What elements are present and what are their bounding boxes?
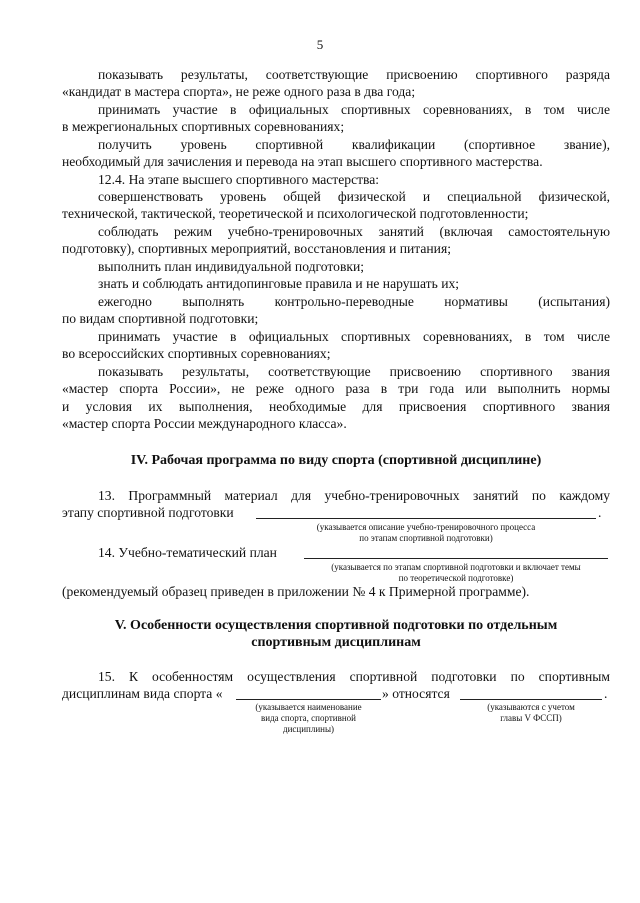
- text-line: показывать результаты, соответствующие присвоению спортивного разряда: [98, 67, 610, 82]
- section-4-heading: IV. Рабочая программа по виду спорта (спортивной дисциплине): [130, 453, 542, 468]
- field-hint-features: (указываются с учетом: [487, 702, 575, 712]
- text-line: технической, тактической, теоретической и психологической подготовленности;: [62, 206, 529, 221]
- text-line: знать и соблюдать антидопинговые правила и не нарушать их;: [98, 276, 460, 291]
- field-hint-14: (указывается по этапам спортивной подготовки и включает темы: [331, 562, 581, 572]
- field-hint-13: (указывается описание учебно-тренировочного процесса: [316, 522, 536, 532]
- text-line: «кандидат в мастера спорта», не реже одного раза в два года;: [62, 84, 416, 99]
- paragraph-13-line: 13. Программный материал для учебно-тренировочных занятий по каждому: [98, 488, 610, 503]
- text-line: соблюдать режим учебно-тренировочных занятий (включая самостоятельную: [98, 224, 610, 239]
- paragraph-15-end: .: [604, 686, 608, 701]
- fill-in-line-features: [460, 699, 602, 700]
- paragraph-14-line: (рекомендуемый образец приведен в приложении № 4 к Примерной программе).: [62, 584, 530, 599]
- paragraph-13-end: .: [598, 505, 602, 520]
- field-hint-sport: вида спорта, спортивной: [261, 713, 356, 723]
- fill-in-line-13: [256, 518, 596, 519]
- field-hint-13: по этапам спортивной подготовки): [359, 533, 493, 543]
- section-5-heading: спортивным дисциплинам: [251, 635, 421, 650]
- text-line: показывать результаты, соответствующие присвоению спортивного звания: [98, 364, 610, 379]
- text-line: в межрегиональных спортивных соревнованиях;: [62, 119, 345, 134]
- paragraph-15-line: » относятся: [382, 686, 450, 701]
- fill-in-line-sport: [236, 699, 381, 700]
- text-line: и условия их выполнения, необходимые для присвоения спортивного звания: [62, 399, 610, 414]
- text-line: по видам спортивной подготовки;: [62, 311, 259, 326]
- text-line: принимать участие в официальных спортивных соревнованиях, в том числе: [98, 102, 610, 117]
- text-line: «мастер спорта России», не реже одного раза в три года или выполнить нормы: [62, 381, 610, 396]
- field-hint-sport: дисциплины): [282, 724, 334, 734]
- paragraph-15-line: дисциплинам вида спорта «: [62, 686, 223, 701]
- page-number: 5: [316, 37, 324, 52]
- text-line: получить уровень спортивной квалификации (спортивное звание),: [98, 137, 610, 152]
- paragraph-14-line: 14. Учебно-тематический план: [98, 545, 277, 560]
- text-line: подготовку), спортивных мероприятий, восстановления и питания;: [62, 241, 451, 256]
- paragraph-number-12-4: 12.4. На этапе высшего спортивного мастерства:: [98, 172, 380, 187]
- text-line: принимать участие в официальных спортивных соревнованиях, в том числе: [98, 329, 610, 344]
- fill-in-line-14: [304, 558, 608, 559]
- section-5-heading: V. Особенности осуществления спортивной подготовки по отдельным: [114, 618, 558, 633]
- paragraph-13-line: этапу спортивной подготовки: [62, 505, 234, 520]
- text-line: необходимый для зачисления и перевода на этап высшего спортивного мастерства.: [62, 154, 543, 169]
- field-hint-features: главы V ФССП): [500, 713, 562, 723]
- field-hint-14: по теоретической подготовке): [398, 573, 514, 583]
- paragraph-15-line: 15. К особенностям осуществления спортивной подготовки по спортивным: [98, 669, 610, 684]
- text-line: во всероссийских спортивных соревнованиях;: [62, 346, 331, 361]
- text-line: ежегодно выполнять контрольно-переводные нормативы (испытания): [98, 294, 610, 309]
- text-line: «мастер спорта России международного класса».: [62, 416, 347, 431]
- field-hint-sport: (указывается наименование: [255, 702, 362, 712]
- text-line: совершенствовать уровень общей физической и специальной физической,: [98, 189, 610, 204]
- text-line: выполнить план индивидуальной подготовки;: [98, 259, 365, 274]
